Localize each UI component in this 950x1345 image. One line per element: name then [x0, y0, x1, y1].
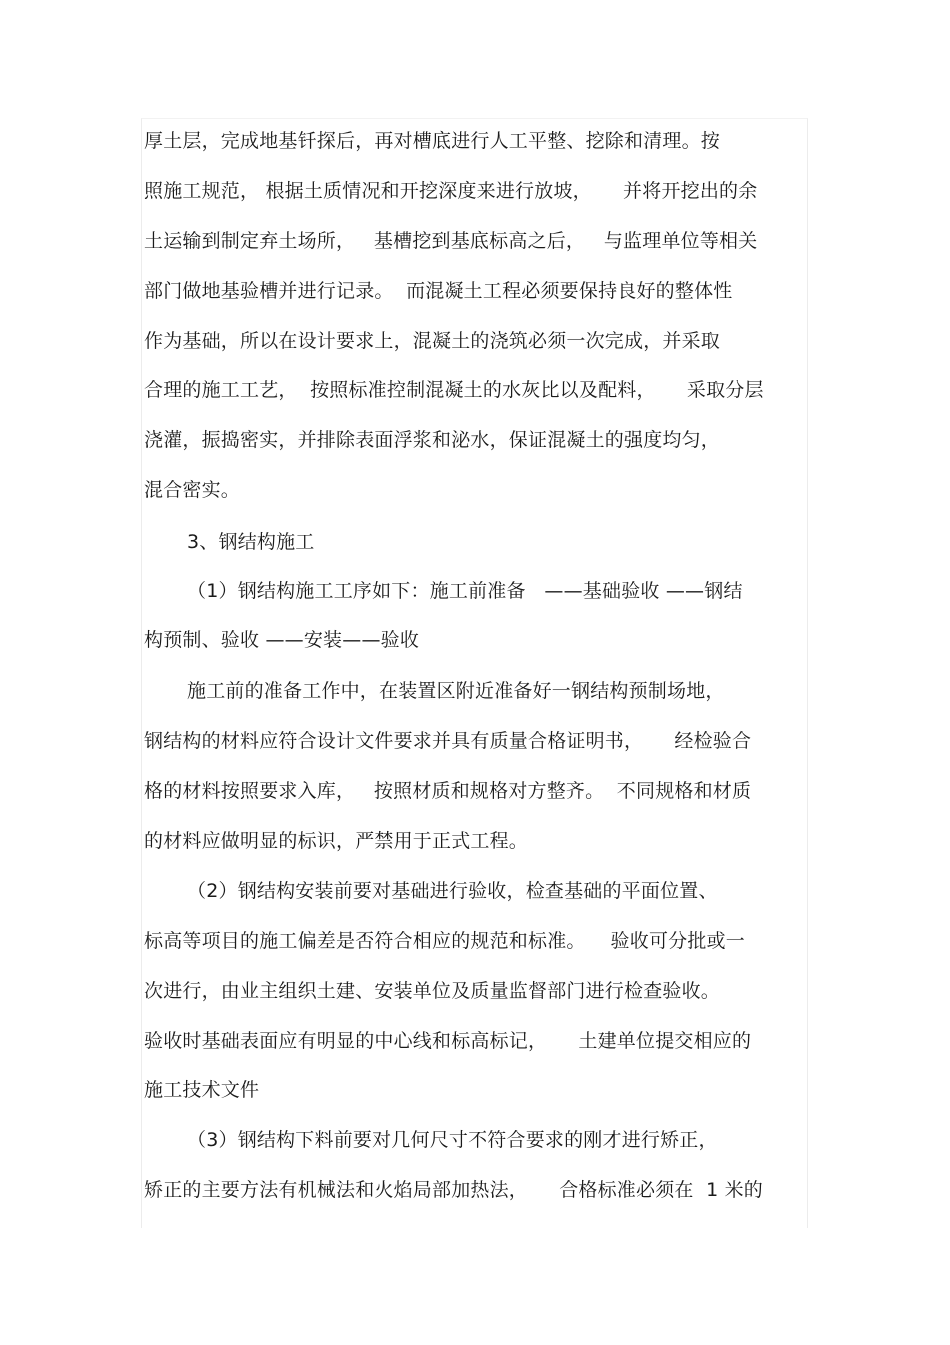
text-line: 混合密实。 [144, 479, 241, 501]
text-line: 厚土层，完成地基钎探后，再对槽底进行人工平整、挖除和清理。按 [144, 130, 721, 152]
text-line: 钢结构的材料应符合设计文件要求并具有质量合格证明书， 经检验合 [144, 730, 752, 752]
text-line: （3）钢结构下料前要对几何尺寸不符合要求的刚才进行矫正， [187, 1129, 718, 1151]
text-line: 合理的施工工艺， 按照标准控制混凝土的水灰比以及配料， 采取分层 [144, 379, 764, 401]
section-heading: 3、钢结构施工 [187, 531, 315, 553]
text-line: 施工前的准备工作中，在装置区附近准备好一钢结构预制场地， [187, 680, 725, 702]
text-line: 照施工规范， 根据土质情况和开挖深度来进行放坡， 并将开挖出的余 [144, 180, 758, 202]
text-line: 作为基础，所以在设计要求上，混凝土的浇筑必须一次完成，并采取 [144, 330, 721, 352]
text-line: 构预制、验收 ——安装——验收 [144, 629, 420, 651]
text-line: 施工技术文件 [144, 1079, 260, 1101]
text-line: 部门做地基验槽并进行记录。 而混凝土工程必须要保持良好的整体性 [144, 280, 733, 302]
text-line: 次进行，由业主组织土建、安装单位及质量监督部门进行检查验收。 [144, 980, 721, 1002]
text-line: 验收时基础表面应有明显的中心线和标高标记， 土建单位提交相应的 [144, 1030, 752, 1052]
text-line: 矫正的主要方法有机械法和火焰局部加热法， 合格标准必须在 1 米的 [144, 1179, 764, 1201]
text-line: 的材料应做明显的标识，严禁用于正式工程。 [144, 830, 529, 852]
text-line: 标高等项目的施工偏差是否符合相应的规范和标准。 验收可分批或一 [144, 930, 745, 952]
text-line: （1）钢结构施工工序如下：施工前准备 ——基础验收 ——钢结 [187, 580, 743, 602]
text-line: 浇灌，振捣密实，并排除表面浮浆和泌水，保证混凝土的强度均匀， [144, 429, 721, 451]
text-line: （2）钢结构安装前要对基础进行验收，检查基础的平面位置、 [187, 880, 718, 902]
text-line: 土运输到制定弃土场所， 基槽挖到基底标高之后， 与监理单位等相关 [144, 230, 758, 252]
text-line: 格的材料按照要求入库， 按照材质和规格对方整齐。 不同规格和材质 [144, 780, 752, 802]
